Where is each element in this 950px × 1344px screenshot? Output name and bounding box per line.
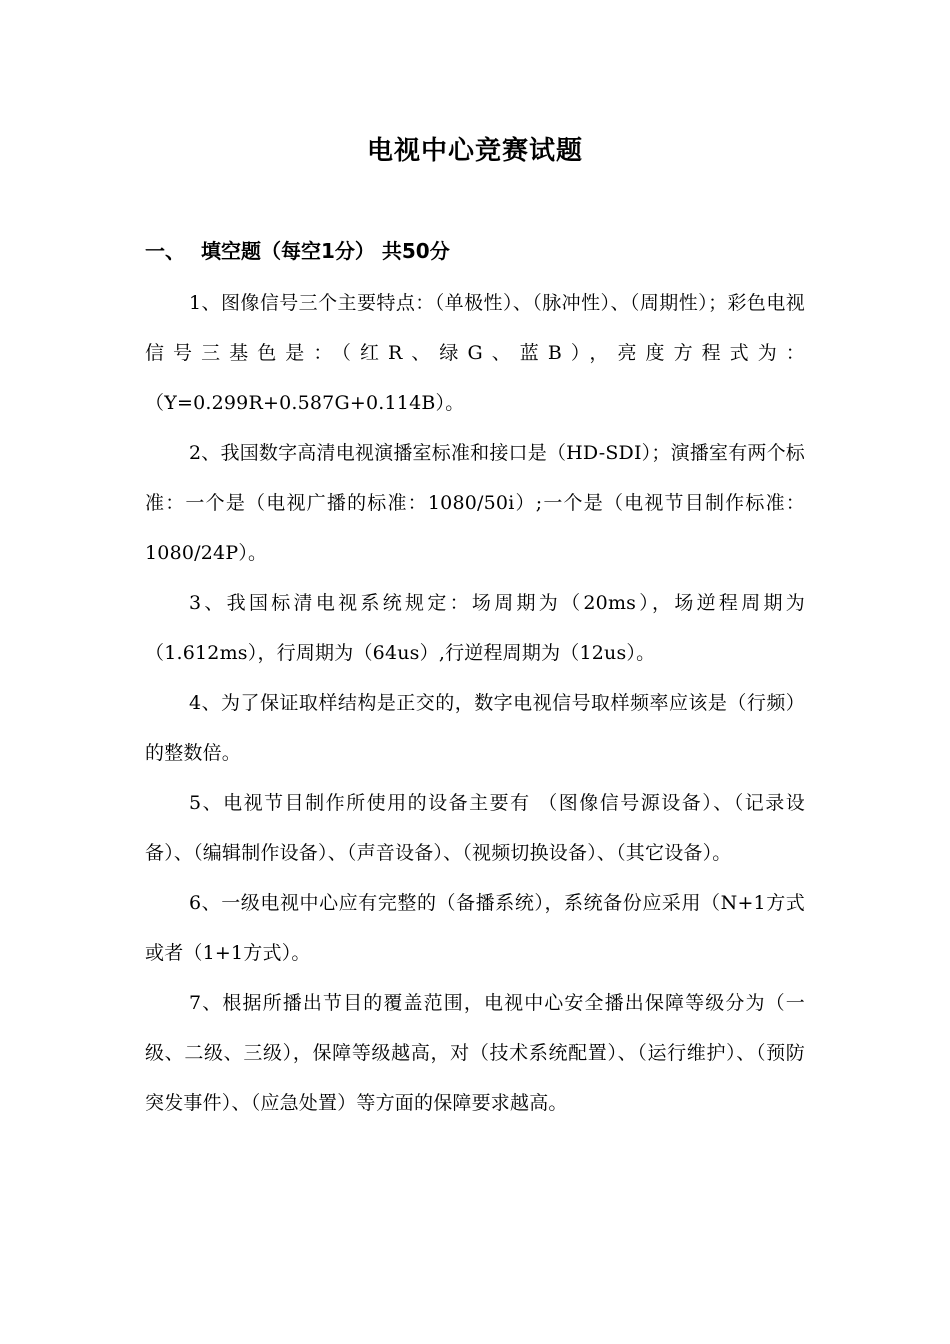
question-item: 4、为了保证取样结构是正交的，数字电视信号取样频率应该是（行频）的整数倍。 <box>145 692 805 764</box>
document-title: 电视中心竞赛试题 <box>366 136 583 166</box>
section-heading <box>145 236 805 266</box>
question-list <box>145 278 805 1128</box>
question-item: 3、我国标清电视系统规定：场周期为（20ms），场逆程周期为（1.612ms），行周期为（64us）,行逆程周期为（12us）。 <box>145 592 805 664</box>
question-item: 6、一级电视中心应有完整的（备播系统），系统备份应采用（N+1方式或者（1+1方式）。 <box>145 892 805 964</box>
question-item: 5、电视节目制作所使用的设备主要有 （图像信号源设备）、（记录设备）、（编辑制作设备）、（声音设备）、（视频切换设备）、（其它设备）。 <box>145 792 805 864</box>
section-number: 一、 <box>145 239 185 263</box>
question-item: 7、根据所播出节目的覆盖范围，电视中心安全播出保障等级分为（一级、二级、三级），保障等级越高，对（技术系统配置）、（运行维护）、（预防突发事件）、（应急处置）等方面的保障要求越高。 <box>145 992 805 1114</box>
section-heading-text: 填空题（每空1分） 共50分 <box>201 239 450 263</box>
question-item: 1、图像信号三个主要特点：（单极性）、（脉冲性）、（周期性）；彩色电视信号三基色是：（红R、绿G、蓝B），亮度方程式为：（Y=0.299R+0.587G+0.114B）。 <box>145 292 805 414</box>
question-item: 2、我国数字高清电视演播室标准和接口是（HD-SDI）；演播室有两个标准：一个是（电视广播的标准：1080/50i）;一个是（电视节目制作标准：1080/24P）。 <box>145 442 805 564</box>
